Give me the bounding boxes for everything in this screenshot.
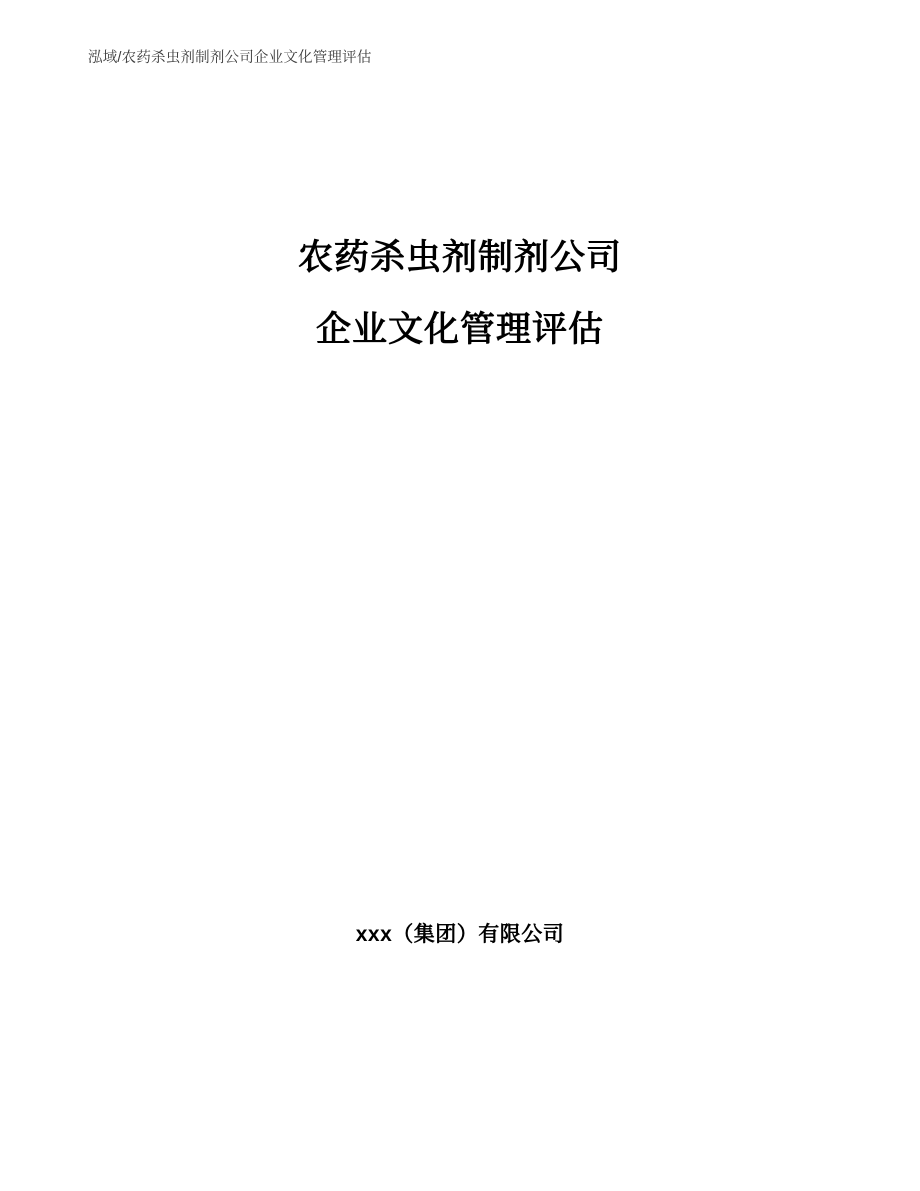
title-block	[0, 222, 920, 366]
document-title-line-1: 农药杀虫剂制剂公司	[297, 238, 622, 277]
page-header: 泓域/农药杀虫剂制剂公司企业文化管理评估	[88, 50, 372, 66]
company-name: xxx（集团）有限公司	[355, 923, 565, 946]
document-title-line-2: 企业文化管理评估	[315, 310, 604, 349]
